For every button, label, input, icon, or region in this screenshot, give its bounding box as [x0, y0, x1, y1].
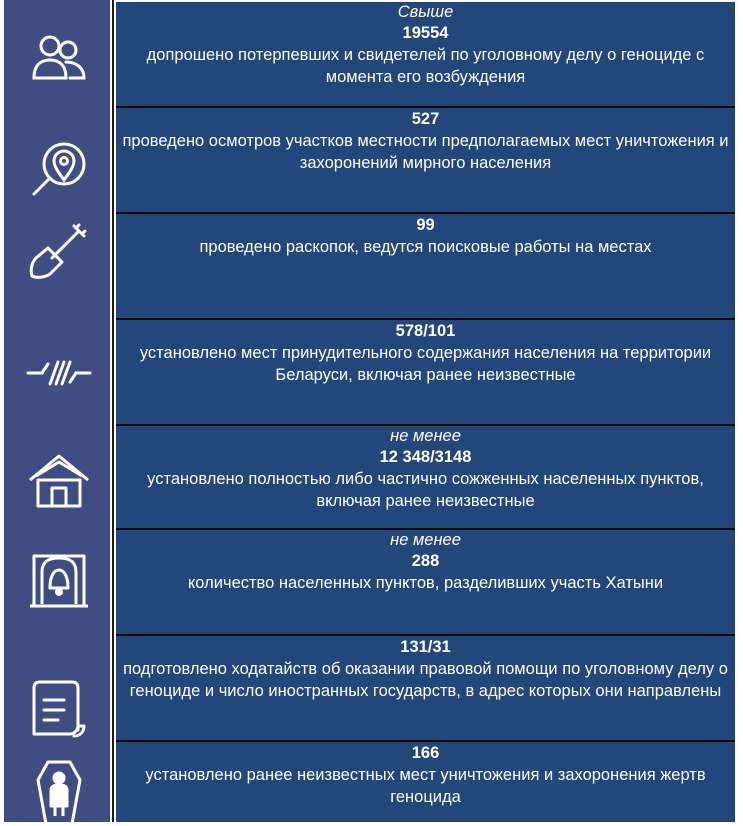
row-number: 166	[411, 744, 440, 762]
house-icon	[26, 450, 92, 516]
table-row	[116, 530, 735, 634]
table-row	[116, 2, 735, 106]
table-row	[116, 214, 735, 318]
statistics-table	[116, 0, 735, 822]
sidebar-divider	[112, 0, 114, 822]
row-description: установлено ранее неизвестных мест уничтожения и захоронения жертв геноцида	[145, 766, 706, 806]
magnifier-location-icon	[26, 134, 92, 200]
row-description: подготовлено ходатайств об оказании правовой помощи по уголовному делу о геноциде и число иностранных государств, в адрес которых они направлены	[123, 660, 728, 700]
row-prefix: Свыше	[397, 3, 454, 21]
row-description: количество населенных пунктов, разделивших участь Хатыни	[187, 574, 664, 592]
document-scroll-icon	[26, 676, 92, 742]
row-number: 12 348/3148	[379, 448, 472, 466]
coffin-person-icon	[26, 760, 92, 826]
row-prefix: не менее	[390, 427, 461, 445]
row-description: допрошено потерпевших и свидетелей по уголовному делу о геноциде с момента его возбуждения	[146, 46, 705, 86]
row-description: проведено осмотров участков местности предполагаемых мест уничтожения и захоронений мирного населения	[122, 132, 729, 172]
table-row	[116, 742, 735, 822]
row-number: 527	[411, 110, 440, 128]
barbed-wire-icon	[26, 340, 92, 406]
row-description: установлено полностью либо частично сожженных населенных пунктов, включая ранее неизвестные	[147, 470, 704, 510]
people-icon	[26, 26, 92, 92]
table-row	[116, 636, 735, 740]
row-number: 99	[416, 216, 435, 234]
shovel-icon	[26, 218, 92, 284]
row-description: проведено раскопок, ведутся поисковые работы на местах	[199, 238, 652, 256]
row-prefix: не менее	[390, 531, 461, 549]
row-number: 19554	[402, 24, 449, 42]
table-row	[116, 108, 735, 212]
row-number: 131/31	[400, 638, 451, 656]
row-description: установлено мест принудительного содержания населения на территории Беларуси, включая ранее неизвестные	[139, 344, 712, 384]
table-row	[116, 426, 735, 528]
bell-memorial-icon	[26, 548, 92, 614]
row-number: 578/101	[395, 322, 456, 340]
icon-sidebar	[4, 0, 110, 822]
table-row	[116, 320, 735, 424]
row-number: 288	[411, 552, 440, 570]
